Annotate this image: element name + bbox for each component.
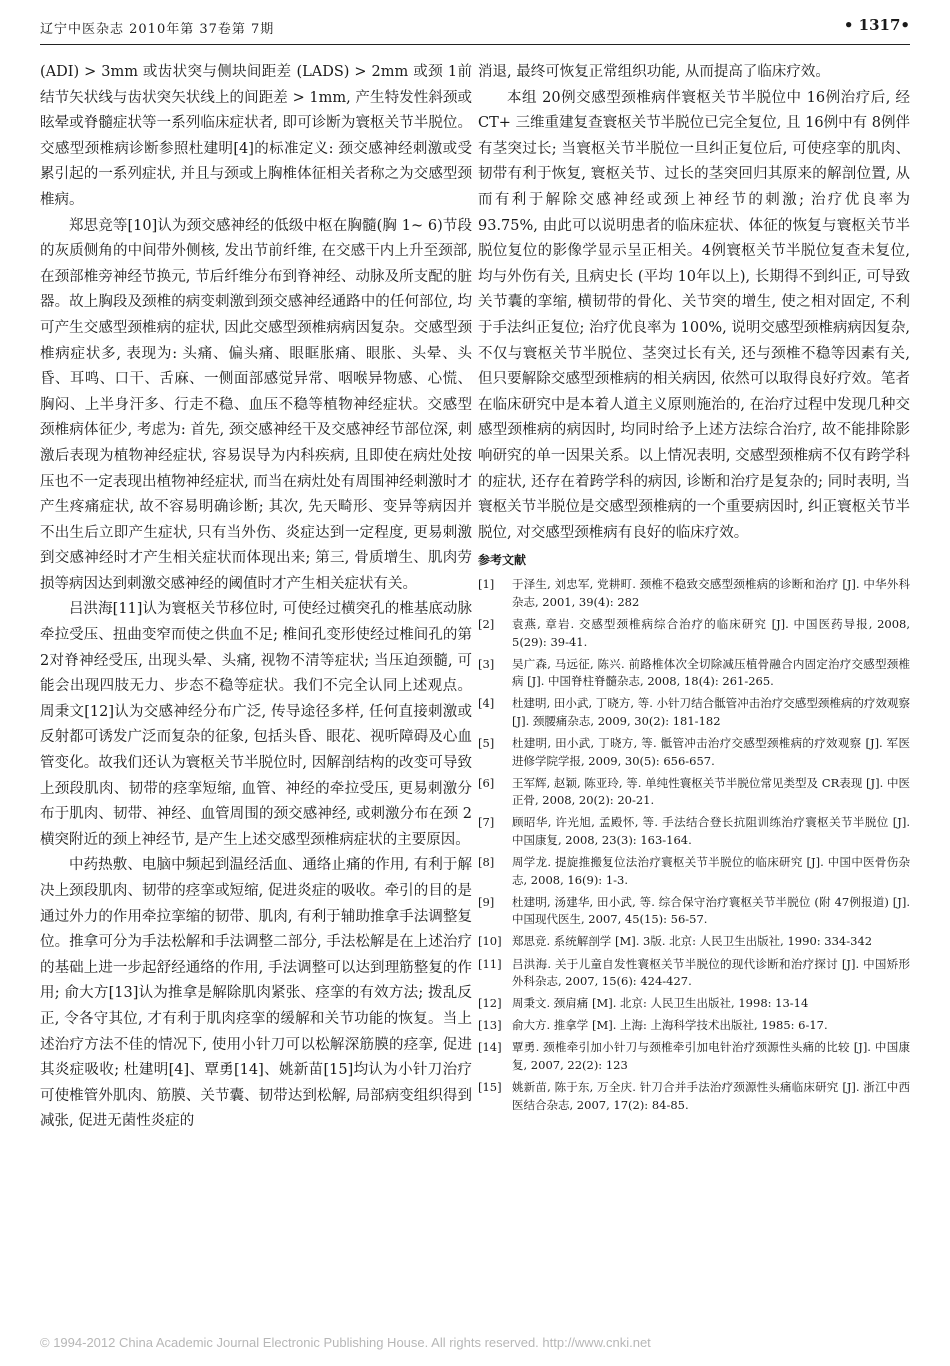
body-paragraph: 吕洪海[11]认为寰枢关节移位时, 可使经过横突孔的椎基底动脉牵拉受压、扭曲变窄而使之供血不足; 椎间孔变形使经过椎间孔的第 2对脊神经受压, 出现头晕、头痛, 视物不清等症状; 当压迫颈髓, 可能会出现四肢无力、步态不稳等症状。我们不完全认同上述观点。周秉文[12]认为交感神经分布广泛, 传导途径多样, 任何直接刺激或反射都可诱发广泛而复杂的征象, 包括头昏、眼花、视听障碍及心血管变化。故我们还认为寰枢关节半脱位时, 因解剖结构的改变可导致上颈段肌肉、韧带的痉挛短缩, 血管、神经的牵拉受压, 更易刺激分布于肌肉、韧带、神经、血管周围的颈交感神经, 或刺激分布在颈 2横突附近的颈上神经节, 是产生上述交感型颈椎病症状的主要原因。 [40,601,472,848]
reference-number: [10] [478,934,502,949]
reference-item [478,1039,910,1074]
body-paragraph: 郑思竞等[10]认为颈交感神经的低级中枢在胸髓(胸 1~ 6)节段的灰质侧角的中间带外侧核, 发出节前纤维, 在交感干内上升至颈部, 在颈部椎旁神经节换元, 节后纤维分布到脊神经、动脉及所支配的脏器。故上胸段及颈椎的病变刺激到颈交感神经通路中的任何部位, 均可产生交感型颈椎病的症状, 因此交感型颈椎病病因复杂。交感型颈椎病症状多, 表现为: 头痛、偏头痛、眼眶胀痛、眼胀、头晕、头昏、耳鸣、口干、舌麻、一侧面部感觉异常、咽喉异物感、心慌、胸闷、上半身汗多、行走不稳、血压不稳等植物神经症状。交感型颈椎病体征少, 考虑为: 首先, 颈交感神经干及交感神经节部位深, 刺激后表现为植物神经症状, 容易误导为内科疾病, 且即使在病灶处按压也不一定表现出植物神经症状, 而当在病灶处有周围神经刺激时才产生疼痛症状, 故不容易明确诊断; 其次, 先天畸形、变异等病因并不出生后立即产生症状, 只有当外伤、炎症达到一定程度, 更易刺激到交感神经时才产生相关症状而体现出来; 第三, 骨质增生、肌肉劳损等病因达到刺激交感神经的阈值时才产生相关症状有关。 [40,217,472,592]
header-rule [40,44,910,45]
left-column [40,60,472,1135]
reference-text: 王军辉, 赵颖, 陈亚玲, 等. 单纯性寰枢关节半脱位常见类型及 CR表现 [J]. 中医正骨, 2008, 20(2): 20-21. [512,775,910,808]
reference-item [478,616,910,651]
reference-text: 袁燕, 章岩. 交感型颈椎病综合治疗的临床研究 [J]. 中国医药导报, 2008, 5(29): 39-41. [512,616,910,649]
reference-item [478,656,910,691]
reference-text: 吴广森, 马远征, 陈兴. 前路椎体次全切除减压植骨融合内固定治疗交感型颈椎病 [J]. 中国脊柱脊髓杂志, 2008, 18(4): 261-265. [512,656,910,689]
reference-number: [14] [478,1040,502,1055]
reference-item [478,775,910,810]
reference-number: [3] [478,656,495,671]
journal-running-title: 辽宁中医杂志 2010年第 37卷第 7期 [40,22,275,37]
reference-text: 周秉文. 颈肩痛 [M]. 北京: 人民卫生出版社, 1998: 13-14 [512,996,809,1011]
reference-number: [12] [478,996,502,1011]
reference-item [478,956,910,991]
reference-number: [8] [478,855,495,870]
reference-item [478,933,910,951]
reference-text: 覃勇. 颈椎牵引加小针刀与颈椎牵引加电针治疗颈源性头痛的比较 [J]. 中国康复, 2007, 22(2): 123 [512,1040,910,1073]
reference-item [478,576,910,611]
reference-number: [6] [478,775,495,790]
reference-text: 顾昭华, 许光旭, 孟殿怀, 等. 手法结合登长抗阻训练治疗寰枢关节半脱位 [J]. 中国康复, 2008, 23(3): 163-164. [512,815,910,847]
reference-number: [15] [478,1080,502,1095]
reference-item [478,1017,910,1035]
reference-number: [11] [478,956,502,971]
reference-number: [13] [478,1018,502,1033]
reference-text: 周学龙. 提旋推搬复位法治疗寰枢关节半脱位的临床研究 [J]. 中国中医骨伤杂志, 2008, 16(9): 1-3. [512,855,910,887]
reference-number: [1] [478,577,495,592]
reference-text: 杜建明, 汤建华, 田小武, 等. 综合保守治疗寰枢关节半脱位 (附 47例报道) [J]. 中国现代医生, 2007, 45(15): 56-57. [512,894,910,927]
reference-item [478,695,910,730]
body-paragraph: (ADI) > 3mm 或齿状突与侧块间距差 (LADS) > 2mm 或颈 1前结节矢状线与齿状突矢状线上的间距差 > 1mm, 产生特发性斜颈或眩晕或脊髓症状等一系列临床症状者, 即可诊断为寰枢关节半脱位。交感型颈椎病诊断参照杜建明[4]的标准定义: 颈交感神经刺激或受累引起的一系列症状, 并且与颈或上胸椎体征相关者称之为交感型颈椎病。 [40,64,472,208]
copyright-footer: © 1994-2012 China Academic Journal Electronic Publishing House. All rights reserved. http://www.cnki.net [40,1335,651,1350]
reference-number: [7] [478,815,495,830]
body-paragraph: 消退, 最终可恢复正常组织功能, 从而提高了临床疗效。 [478,64,830,80]
reference-item [478,735,910,770]
reference-text: 杜建明, 田小武, 丁晓方, 等. 小针刀结合骶管冲击治疗交感型颈椎病的疗效观察 [J]. 颈腰痛杂志, 2009, 30(2): 181-182 [512,696,910,728]
reference-item [478,894,910,929]
body-paragraph: 本组 20例交感型颈椎病伴寰枢关节半脱位中 16例治疗后, 经 CT+ 三维重建复查寰枢关节半脱位已完全复位, 且 16例中有 8例伴有茎突过长; 当寰枢关节半脱位一旦纠正复位后, 可使痉挛的肌肉、韧带有利于恢复, 寰枢关节、过长的茎突回归其原来的解剖位置, 从而有利于解除交感神经或颈上神经节的刺激; 治疗优良率为 93.75%, 由此可以说明患者的临床症状、体征的恢复与寰枢关节半脱位复位的影像学显示呈正相关。4例寰枢关节半脱位复查未复位, 均与外伤有关, 且病史长 (平均 10年以上), 长期得不到纠正, 可导致关节囊的挛缩, 横韧带的骨化、关节突的增生, 使之相对固定, 不利于手法纠正复位; 治疗优良率为 100%, 说明交感型颈椎病病因复杂, 不仅与寰枢关节半脱位、茎突过长有关, 还与颈椎不稳等因素有关, 但只要解除交感型颈椎病的相关病因, 依然可以取得良好疗效。笔者在临床研究中是本着人道主义原则施治的, 在治疗过程中发现几种交感型颈椎病的病因时, 均同时给予上述方法综合治疗, 故不能排除影响研究的单一因果关系。以上情况表明, 交感型颈椎病不仅有跨学科的症状, 还存在着跨学科的病因, 诊断和治疗是复杂的; 同时表明, 当寰枢关节半脱位是交感型颈椎病的一个重要病因时, 纠正寰枢关节半脱位, 对交感型颈椎病有良好的临床疗效。 [478,89,910,541]
reference-text: 于泽生, 刘忠军, 党耕町. 颈椎不稳致交感型颈椎病的诊断和治疗 [J]. 中华外科杂志, 2001, 39(4): 282 [512,577,910,609]
reference-number: [2] [478,616,495,631]
reference-text: 俞大方. 推拿学 [M]. 上海: 上海科学技术出版社, 1985: 6-17. [512,1018,828,1033]
reference-item [478,1079,910,1114]
reference-text: 吕洪海. 关于儿童自发性寰枢关节半脱位的现代诊断和治疗探讨 [J]. 中国矫形外科杂志, 2007, 15(6): 424-427. [512,956,910,989]
reference-text: 姚新苗, 陈于东, 万全庆. 针刀合并手法治疗颈源性头痛临床研究 [J]. 浙江中西医结合杂志, 2007, 17(2): 84-85. [512,1080,910,1112]
reference-number: [5] [478,736,495,751]
reference-item [478,814,910,849]
reference-item [478,995,910,1013]
reference-text: 杜建明, 田小武, 丁晓方, 等. 骶管冲击治疗交感型颈椎病的疗效观察 [J]. 军医进修学院学报, 2009, 30(5): 656-657. [512,736,910,768]
reference-item [478,854,910,889]
reference-number: [9] [478,894,495,909]
references-heading: 参考文献 [478,553,527,568]
right-column [478,60,910,1119]
reference-text: 郑思竞. 系统解剖学 [M]. 3版. 北京: 人民卫生出版社, 1990: 334-342 [512,934,873,949]
reference-list [478,576,910,1114]
reference-number: [4] [478,696,495,711]
page-header [40,16,910,40]
page-number: • 1317• [843,16,910,34]
body-paragraph: 中药热敷、电脑中频起到温经活血、通络止痛的作用, 有利于解决上颈段肌肉、韧带的痉挛或短缩, 促进炎症的吸收。牵引的目的是通过外力的作用牵拉挛缩的韧带、肌肉, 有利于辅助推拿手法调整复位。推拿可分为手法松解和手法调整二部分, 手法松解是在上述治疗的基础上进一步起舒经通络的作用, 手法调整可以达到理筋整复的作用; 俞大方[13]认为推拿是解除肌肉紧张、痉挛的有效方法; 拨乱反正, 令各守其位, 才有利于肌肉痉挛的缓解和关节功能的恢复。当上述治疗方法不佳的情况下, 使用小针刀可以松解深筋膜的痉挛, 促进其炎症吸收; 杜建明[4]、覃勇[14]、姚新苗[15]均认为小针刀治疗可使椎管外肌肉、筋膜、关节囊、韧带达到松解, 局部病变组织得到减张, 促进无菌性炎症的 [40,857,472,1130]
